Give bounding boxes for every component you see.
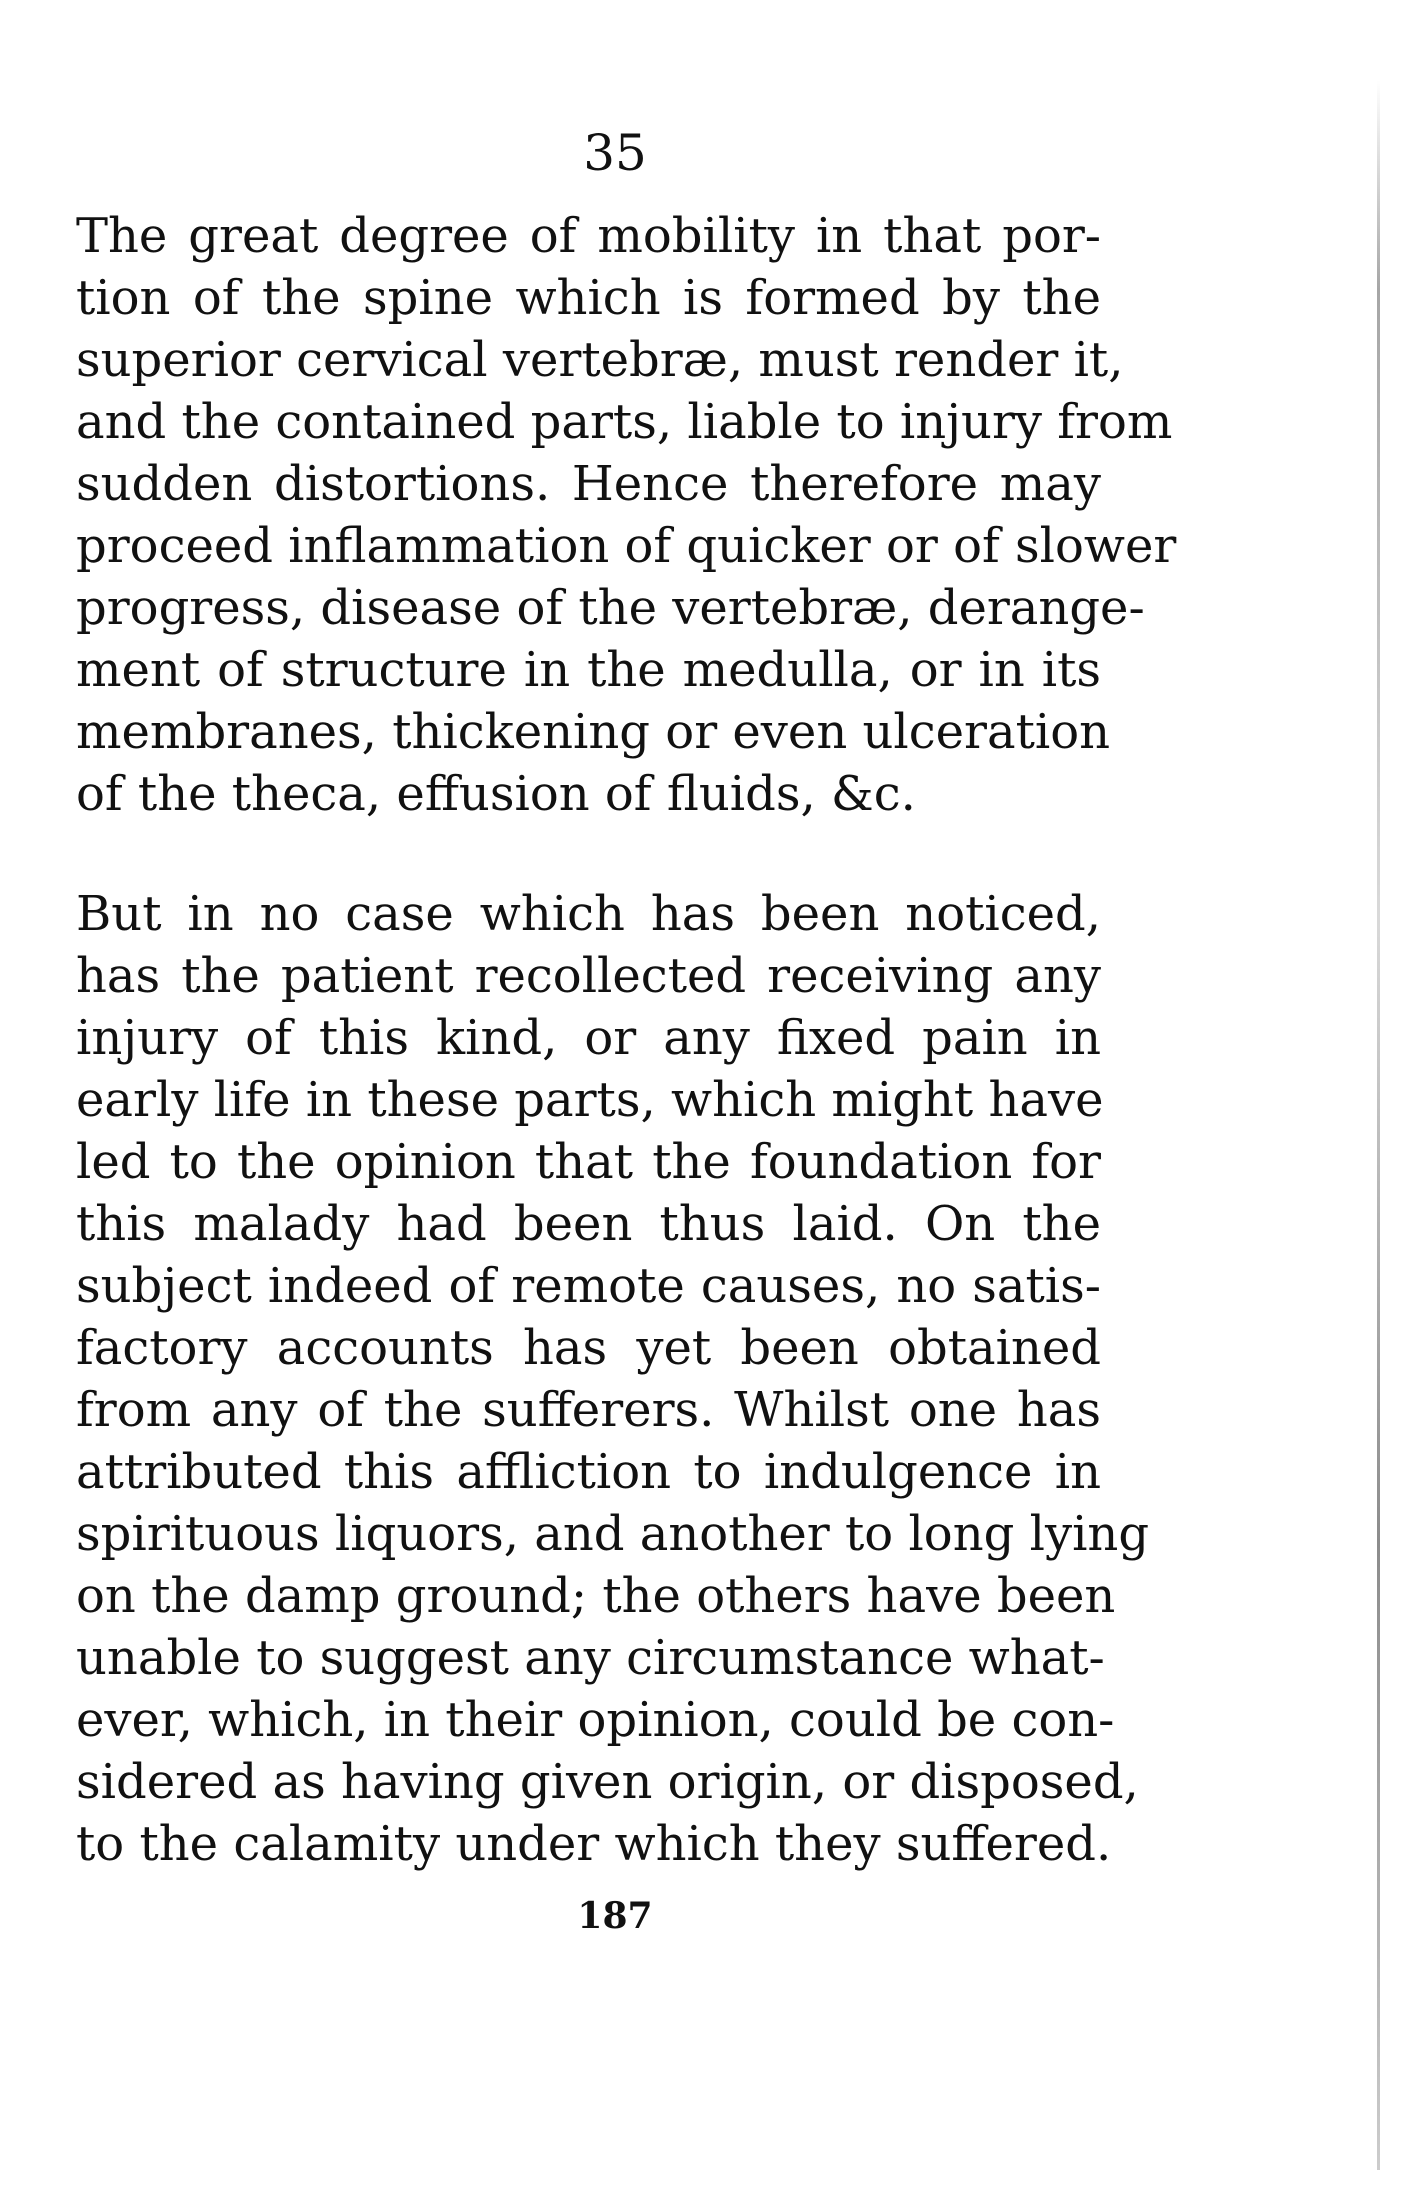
printer-signature-mark: 187 [577,1895,653,1937]
text-line: from any of the sufferers. Whilst one has [76,1382,1101,1438]
scan-edge-shadow [1377,80,1380,2170]
text-line: sudden distortions. Hence therefore may [76,456,1101,512]
text-line: But in no case which has been noticed, [76,886,1101,942]
text-line: injury of this kind, or any fixed pain in [76,1010,1101,1066]
text-line: The great degree of mobility in that por- [76,208,1101,264]
paragraph-2 [76,883,1150,1875]
text-line: and the contained parts, liable to injury from [76,394,1173,450]
text-line: of the theca, effusion of fluids, &c. [76,766,916,822]
text-line: spirituous liquors, and another to long lying [76,1506,1150,1562]
text-line: factory accounts has yet been obtained [76,1320,1101,1376]
text-line: has the patient recollected receiving any [76,948,1101,1004]
paragraph-1 [76,205,1177,825]
text-line: proceed inflammation of quicker or of slower [76,518,1177,574]
text-line: subject indeed of remote causes, no satis- [76,1258,1101,1314]
text-line: tion of the spine which is formed by the [76,270,1101,326]
text-line: membranes, thickening or even ulceration [76,704,1111,760]
page-number: 35 [583,124,647,182]
text-line: superior cervical vertebræ, must render it, [76,332,1124,388]
text-line: this malady had been thus laid. On the [76,1196,1101,1252]
text-line: sidered as having given origin, or disposed, [76,1754,1139,1810]
text-line: to the calamity under which they suffered. [76,1816,1112,1872]
text-line: attributed this affliction to indulgence in [76,1444,1101,1500]
text-line: progress, disease of the vertebræ, derange- [76,580,1145,636]
text-line: unable to suggest any circumstance what- [76,1630,1105,1686]
text-line: ever, which, in their opinion, could be con- [76,1692,1115,1748]
text-line: led to the opinion that the foundation for [76,1134,1101,1190]
text-line: ment of structure in the medulla, or in its [76,642,1101,698]
text-line: early life in these parts, which might have [76,1072,1104,1128]
text-line: on the damp ground; the others have been [76,1568,1116,1624]
